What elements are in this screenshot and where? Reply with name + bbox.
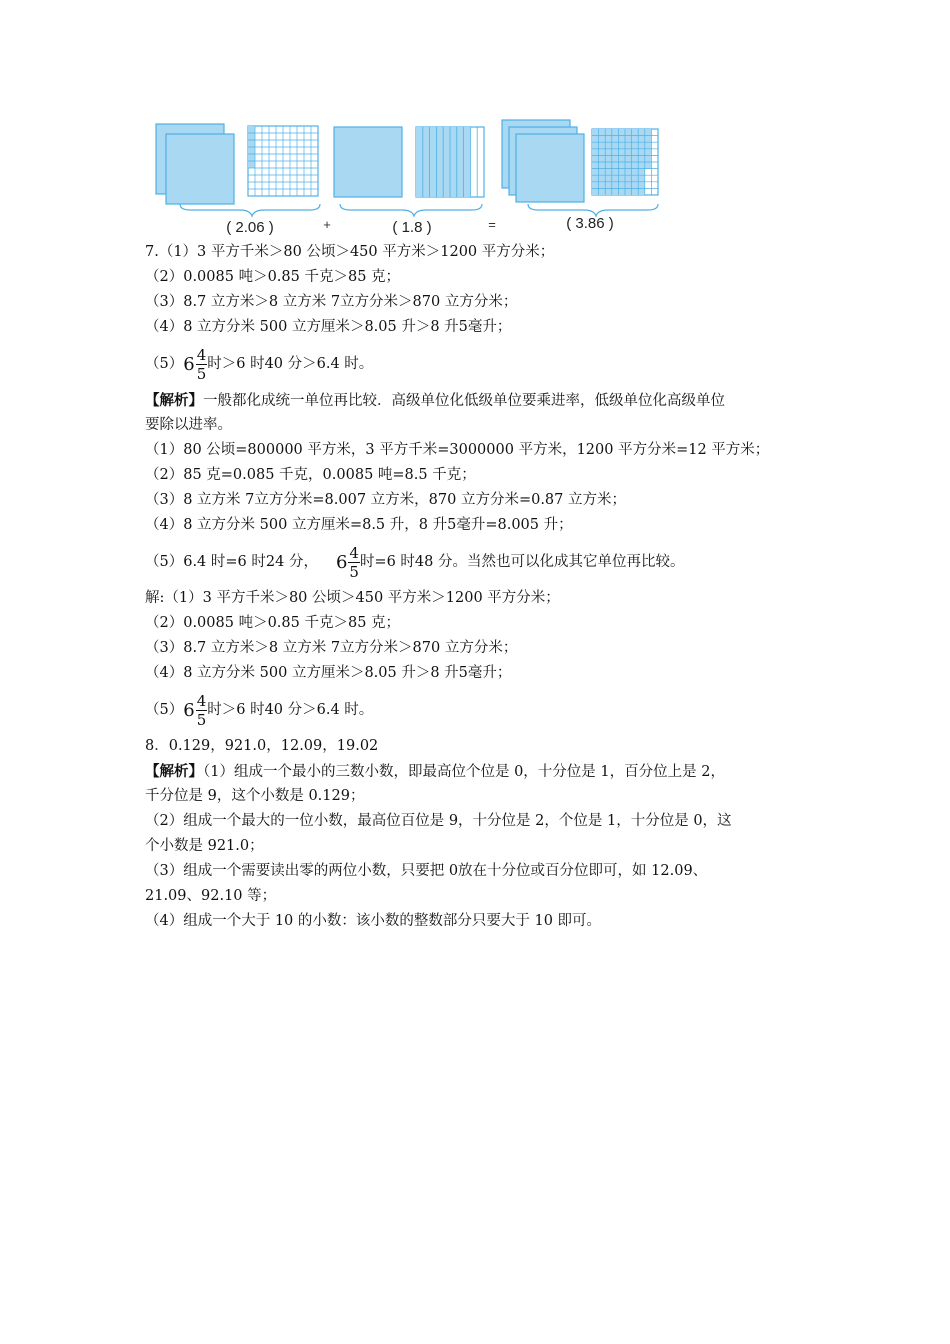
filled-cell	[632, 182, 639, 189]
filled-strip	[457, 127, 464, 197]
analysis-tag: 【解析】	[145, 392, 203, 409]
filled-cell	[599, 175, 606, 182]
filled-strip	[416, 127, 423, 197]
filled-cell	[612, 155, 619, 162]
filled-cell	[599, 169, 606, 176]
label-right: ( 3.86 )	[566, 215, 614, 232]
q8-analysis-4: （4）组成一个大于 10 的小数：该小数的整数部分只要大于 10 即可。	[145, 913, 602, 929]
q7-solution-3: （3）8.7 立方米＞8 立方米 7立方分米＞870 立方分米；	[145, 640, 518, 656]
q7-analysis-a4: （4）8 立方分米 500 立方厘米=8.5 升，8 升5毫升=8.005 升；	[145, 517, 573, 533]
filled-cell	[625, 188, 632, 195]
a5-prefix: （5）6.4 时=6 时24 分，	[145, 553, 318, 570]
filled-cell	[599, 182, 606, 189]
filled-cell	[248, 126, 255, 133]
unit-square-front	[166, 134, 234, 204]
filled-cell	[599, 155, 606, 162]
filled-cell	[638, 136, 645, 143]
mixed-fraction	[183, 346, 207, 383]
q8-analysis-2b: 个小数是 921.0；	[145, 838, 264, 854]
filled-cell	[605, 162, 612, 169]
filled-cell	[625, 142, 632, 149]
q8-analysis-3a: （3）组成一个需要读出零的两位小数，只要把 0放在十分位或百分位即可，如 12.09、	[145, 863, 708, 879]
tenths-strips-mid	[416, 127, 484, 197]
filled-cell	[645, 129, 652, 136]
filled-cell	[618, 142, 625, 149]
filled-cell	[638, 129, 645, 136]
q7-solution-4: （4）8 立方分米 500 立方厘米＞8.05 升＞8 升5毫升；	[145, 665, 512, 681]
mixed-fraction	[183, 692, 207, 729]
filled-cell	[248, 140, 255, 147]
hundredths-grid-left	[248, 126, 318, 196]
q7-analysis-a2: （2）85 克=0.085 千克，0.0085 吨=8.5 千克；	[145, 467, 476, 483]
filled-cell	[612, 129, 619, 136]
filled-cell	[645, 149, 652, 156]
fraction-numerator: 4	[349, 543, 359, 562]
filled-cell	[592, 188, 599, 195]
filled-cell	[592, 155, 599, 162]
filled-cell	[625, 182, 632, 189]
filled-cell	[599, 129, 606, 136]
equals-sign: =	[488, 217, 496, 232]
q7-line-4: （4）8 立方分米 500 立方厘米＞8.05 升＞8 升5毫升；	[145, 319, 512, 335]
filled-cell	[612, 162, 619, 169]
brace-mid	[340, 204, 482, 216]
fraction-numerator: 4	[196, 691, 207, 710]
filled-cell	[618, 162, 625, 169]
filled-cell	[618, 182, 625, 189]
filled-cell	[612, 169, 619, 176]
analysis-text: （1）组成一个最小的三数小数，即最高位个位是 0，十分位是 1，百分位上是 2，	[203, 764, 725, 780]
decimal-addition-figure	[150, 118, 670, 240]
filled-strip	[450, 127, 457, 197]
q8-analysis-1b: 千分位是 9，这个小数是 0.129；	[145, 788, 365, 804]
analysis-tag: 【解析】	[145, 763, 203, 780]
filled-cell	[632, 169, 639, 176]
unit-square-r3	[516, 134, 584, 202]
q7-line-3: （3）8.7 立方米＞8 立方米 7立方分米＞870 立方分米；	[145, 294, 518, 310]
fraction-denominator: 5	[196, 364, 207, 383]
filled-cell	[605, 155, 612, 162]
filled-cell	[605, 169, 612, 176]
fraction-denominator: 5	[196, 710, 207, 729]
filled-cell	[638, 175, 645, 182]
q8-analysis-1a	[145, 759, 815, 784]
fraction-whole: 6	[183, 699, 195, 721]
filled-cell	[605, 188, 612, 195]
filled-cell	[638, 162, 645, 169]
filled-cell	[618, 129, 625, 136]
filled-cell	[638, 188, 645, 195]
filled-cell	[625, 136, 632, 143]
filled-cell	[248, 154, 255, 161]
filled-cell	[625, 162, 632, 169]
filled-strip	[423, 127, 430, 197]
filled-cell	[632, 142, 639, 149]
fraction-whole: 6	[335, 551, 348, 573]
filled-cell	[632, 155, 639, 162]
filled-cell	[592, 136, 599, 143]
filled-cell	[618, 188, 625, 195]
filled-cell	[592, 169, 599, 176]
q7-analysis-line-1	[145, 388, 815, 413]
filled-cell	[638, 182, 645, 189]
filled-cell	[618, 169, 625, 176]
unit-square-mid	[334, 127, 402, 197]
q7-solution-2: （2）0.0085 吨＞0.85 千克＞85 克；	[145, 615, 401, 631]
filled-cell	[248, 147, 255, 154]
answer-content	[145, 240, 815, 934]
q7-analysis-a3: （3）8 立方米 7立方分米=8.007 立方米，870 立方分米=0.87 立方米；	[145, 492, 626, 508]
filled-cell	[645, 155, 652, 162]
filled-cell	[632, 129, 639, 136]
s5-rest: 时＞6 时40 分＞6.4 时。	[207, 701, 374, 718]
filled-strip	[464, 127, 471, 197]
filled-cell	[625, 175, 632, 182]
filled-cell	[599, 136, 606, 143]
filled-cell	[625, 129, 632, 136]
filled-cell	[612, 188, 619, 195]
plus-sign: +	[323, 217, 331, 232]
filled-cell	[618, 175, 625, 182]
filled-cell	[592, 129, 599, 136]
label-mid: ( 1.8 )	[392, 219, 432, 236]
filled-cell	[632, 162, 639, 169]
filled-cell	[645, 162, 652, 169]
filled-cell	[592, 149, 599, 156]
filled-cell	[592, 162, 599, 169]
filled-cell	[638, 142, 645, 149]
filled-cell	[599, 162, 606, 169]
filled-cell	[645, 142, 652, 149]
filled-cell	[632, 149, 639, 156]
filled-cell	[625, 155, 632, 162]
q8-line-1: 8．0.129，921.0，12.09，19.02	[145, 738, 379, 754]
fraction-denominator: 5	[349, 562, 359, 581]
label-left: ( 2.06 )	[226, 219, 274, 236]
figure-svg	[150, 118, 670, 240]
filled-cell	[605, 142, 612, 149]
filled-cell	[599, 142, 606, 149]
q8-analysis-2a: （2）组成一个最大的一位小数，最高位百位是 9，十分位是 2，个位是 1，十分位是 0，这	[145, 813, 732, 829]
filled-cell	[612, 142, 619, 149]
filled-cell	[612, 175, 619, 182]
filled-cell	[645, 136, 652, 143]
filled-cell	[592, 182, 599, 189]
filled-cell	[248, 161, 255, 168]
mixed-fraction	[336, 544, 360, 581]
filled-cell	[638, 155, 645, 162]
filled-strip	[430, 127, 437, 197]
filled-cell	[618, 149, 625, 156]
analysis-text: 一般都化成统一单位再比较．高级单位化低级单位要乘进率，低级单位化高级单位	[203, 393, 725, 409]
s5-prefix: （5）	[145, 701, 184, 718]
filled-cell	[599, 149, 606, 156]
fraction-numerator: 4	[196, 345, 207, 364]
filled-cell	[632, 136, 639, 143]
filled-cell	[625, 149, 632, 156]
filled-cell	[612, 149, 619, 156]
filled-cell	[618, 136, 625, 143]
q7-line-5	[145, 340, 815, 388]
filled-cell	[605, 175, 612, 182]
q7-analysis-a5	[145, 538, 815, 586]
filled-cell	[605, 129, 612, 136]
filled-cell	[592, 142, 599, 149]
filled-strip	[436, 127, 443, 197]
filled-cell	[612, 136, 619, 143]
filled-cell	[605, 136, 612, 143]
q7-analysis-line-2: 要除以进率。	[145, 417, 232, 433]
hundredths-grid-right	[592, 129, 658, 195]
filled-cell	[632, 188, 639, 195]
brace-left	[180, 204, 320, 216]
filled-cell	[612, 182, 619, 189]
q7-solution-5	[145, 686, 815, 734]
q7-analysis-a1: （1）80 公顷=800000 平方米，3 平方千米=3000000 平方米，1200 平方分米=12 平方米；	[145, 442, 770, 458]
filled-strip	[443, 127, 450, 197]
q7-line-1: 7.（1）3 平方千米＞80 公顷＞450 平方米＞1200 平方分米；	[145, 244, 555, 260]
fraction-whole: 6	[183, 353, 195, 375]
filled-cell	[638, 149, 645, 156]
q8-analysis-3b: 21.09、92.10 等；	[145, 888, 277, 904]
a5-rest: 时=6 时48 分。当然也可以化成其它单位再比较。	[359, 553, 685, 570]
filled-cell	[618, 155, 625, 162]
filled-cell	[638, 169, 645, 176]
filled-cell	[605, 182, 612, 189]
q7-l5-rest: 时＞6 时40 分＞6.4 时。	[207, 355, 374, 372]
q7-line-2: （2）0.0085 吨＞0.85 千克＞85 克；	[145, 269, 401, 285]
filled-cell	[592, 175, 599, 182]
filled-cell	[599, 188, 606, 195]
filled-cell	[605, 149, 612, 156]
q7-solution-1: 解:（1）3 平方千米＞80 公顷＞450 平方米＞1200 平方分米；	[145, 590, 560, 606]
q7-l5-prefix: （5）	[145, 355, 184, 372]
filled-cell	[632, 175, 639, 182]
filled-cell	[248, 133, 255, 140]
filled-cell	[625, 169, 632, 176]
